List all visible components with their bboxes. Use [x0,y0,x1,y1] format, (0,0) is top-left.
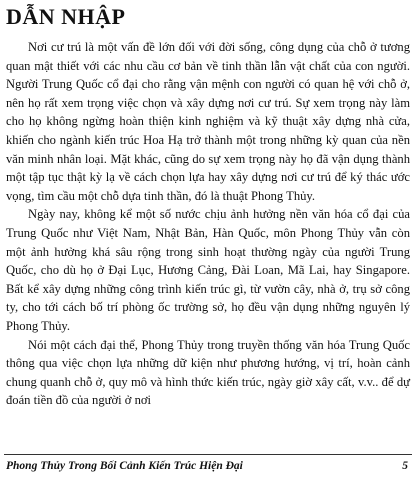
footer-book-title: Phong Thủy Trong Bối Cảnh Kiến Trúc Hiện Đại [6,460,243,472]
footer-divider [4,454,412,455]
paragraph-1: Nơi cư trú là một vấn đề lớn đối với đời sống, công dụng của chỗ ở tương quan mật thiết với các nhu cầu cơ bản về tinh thần lẫn vật chất của con người. Người Trung Quốc cổ đại cho rằng vận mệnh con người có quan hệ với chỗ ở, nên họ rất xem trọng việc chọn và xây dựng nơi cư trú. Sự xem trọng này làm cho họ không ngừng hoàn thiện kinh nghiệm và kỹ thuật xây dựng nhà cửa, khiến cho ngành kiến trúc Hoa Hạ trở thành một trong những kỳ quan của nền văn minh nhân loại. Mặt khác, cũng do sự xem trọng này họ đã vận dụng thành một tập tục thật kỳ lạ về cách chọn lựa hay xây dựng nơi cư trú để ký thác ước vọng, tìm cầu một chỗ dựa tinh thần, đó là thuật Phong Thủy. [6,40,410,203]
page-title: DẪN NHẬP [6,4,126,29]
footer-page-number: 5 [402,460,408,472]
paragraph-3: Nói một cách đại thể, Phong Thủy trong truyền thống văn hóa Trung Quốc thông qua việc chọn lựa những dữ kiện như phương hướng, vị trí, hoàn cảnh chung quanh chỗ ở, quy mô và hình thức kiến trúc, ngày giờ xây cất, v.v.. để dự đoán tiền đồ của người ở nơi [6,337,410,408]
paragraph-2: Ngày nay, không kể một số nước chịu ảnh hưởng nền văn hóa cổ đại của Trung Quốc như Việt Nam, Nhật Bản, Hàn Quốc, môn Phong Thủy vẫn còn một ảnh hưởng khá sâu rộng trong sinh hoạt thường ngày của người Trung Quốc, cho dù họ ở Đại Lục, Hương Cảng, Đài Loan, Mã Lai, hay Singapore. Bất kể xây dựng những công trình kiến trúc gì, từ vườn cây, nhà ở, trụ sở công ty, cho tới cách bố trí phòng ốc trường sở, họ đều vận dụng những nguyên lý Phong Thủy. [6,207,410,333]
body-text [6,38,410,410]
